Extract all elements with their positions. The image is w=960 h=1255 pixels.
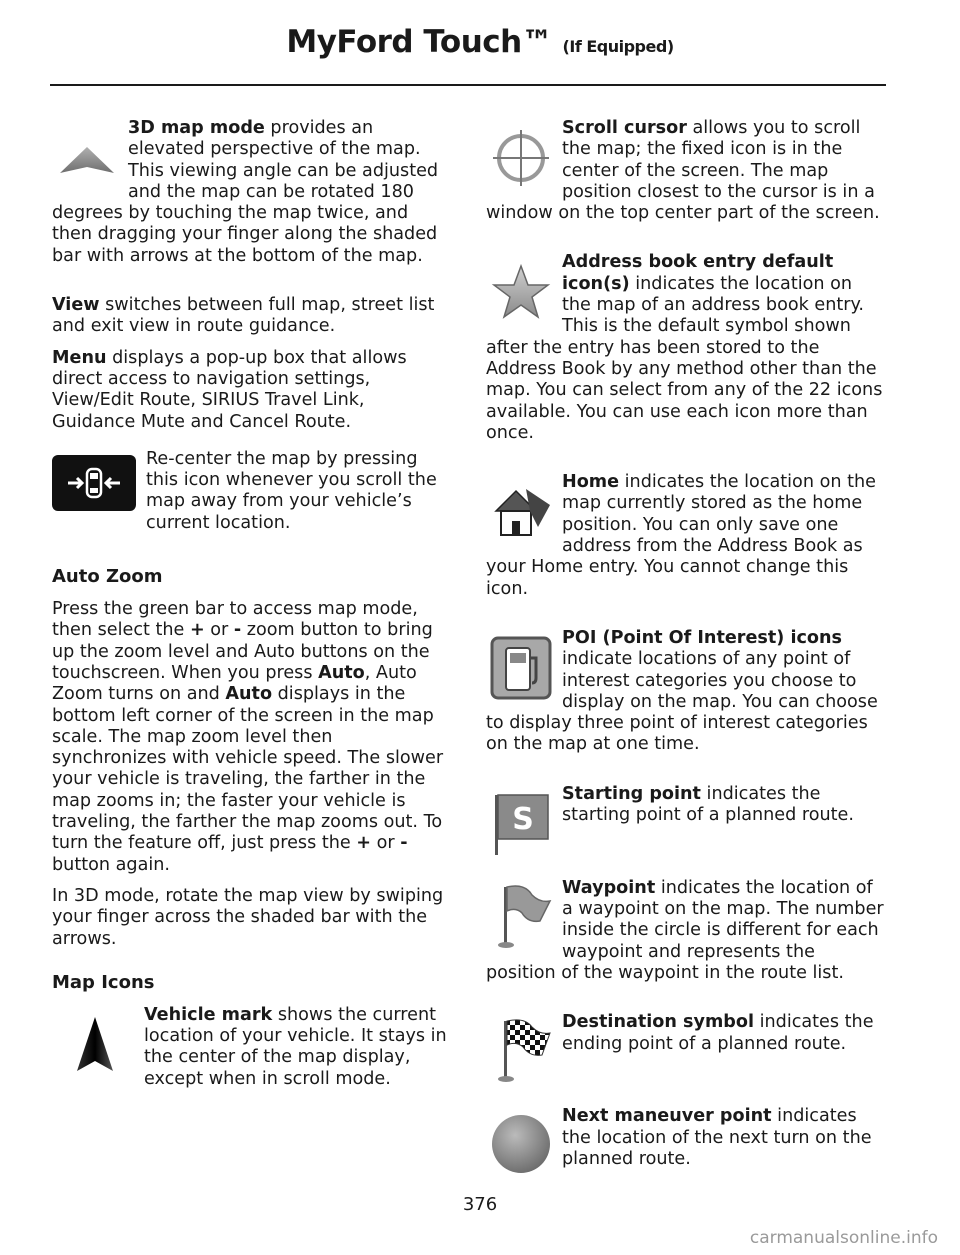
starting-point-term: Starting point (562, 783, 701, 804)
menu-term: Menu (52, 347, 107, 368)
right-column (486, 118, 884, 1200)
menu-paragraph (52, 348, 450, 433)
next-maneuver-term: Next maneuver point (562, 1106, 772, 1127)
rotate-paragraph: In 3D mode, rotate the map view by swiping your finger across the shaded bar with the arrows. (52, 885, 444, 949)
page-header (0, 24, 960, 60)
map-mode-text: provides an elevated perspective of the map. This viewing angle can be adjusted and the map can be rotated 180 degrees by touching the map twice, and then dragging your finger along the shaded bar with arrows at the bottom of the map. (52, 118, 439, 266)
map-icons-heading: Map Icons (52, 971, 155, 993)
starting-point-text: indicates the starting point of a planned route. (562, 783, 854, 826)
left-column (52, 118, 450, 1118)
destination-term: Destination symbol (562, 1012, 755, 1033)
auto-zoom-text: , Auto Zoom turns on and (52, 662, 417, 705)
destination-text: indicates the ending point of a planned route. (562, 1012, 874, 1054)
header-suffix: (If Equipped) (562, 37, 674, 56)
minus-symbol: - (233, 620, 242, 641)
address-book-block (486, 252, 884, 454)
recenter-block (52, 449, 450, 544)
auto-zoom-heading: Auto Zoom (52, 566, 163, 588)
auto-zoom-text: or (371, 833, 401, 854)
view-paragraph (52, 295, 450, 338)
auto-term: Auto (225, 684, 273, 705)
waypoint-flag-icon (486, 878, 556, 954)
vehicle-mark-term: Vehicle mark (144, 1004, 273, 1025)
auto-zoom-text: or (204, 620, 234, 641)
scroll-cursor-text: allows you to scroll the map; the fixed icon is in the center of the screen. The map position closest to the cursor is in a window on the top center part of the screen. (486, 118, 880, 224)
auto-zoom-text: zoom button to bring up the zoom level and Auto buttons on the touchscreen. When you press (52, 620, 433, 683)
recenter-paragraph: Re-center the map by pressing this icon whenever you scroll the map away from your vehicle’s current location. (146, 448, 437, 533)
checkered-flag-icon (486, 1012, 556, 1088)
scroll-cursor-block (486, 118, 884, 234)
vehicle-mark-block (52, 1005, 450, 1100)
poi-term: POI (Point Of Interest) icons (562, 627, 842, 648)
starting-point-block (486, 784, 884, 860)
view-term: View (52, 295, 100, 316)
fuel-pump-icon (486, 628, 556, 708)
plus-symbol: + (189, 620, 205, 641)
recenter-icon (52, 453, 136, 513)
waypoint-term: Waypoint (562, 877, 656, 898)
auto-zoom-paragraph (52, 599, 450, 876)
starting-point-letter: S (512, 801, 534, 837)
crosshair-icon (486, 118, 556, 198)
auto-zoom-text: button again. (52, 854, 170, 875)
next-maneuver-text: indicates the location of the next turn on the planned route. (562, 1106, 872, 1169)
home-term: Home (562, 472, 620, 493)
poi-text: indicate locations of any point of interest categories you choose to display on the map. You can choose to display three point of interest categories on the map at one time. (486, 649, 878, 755)
watermark-text: carmanualsonline.info (749, 1228, 938, 1248)
address-book-text: indicates the location on the map of an address book entry. This is the default symbol shown after the entry has been stored to the Address Book by any method other than the map. You can select from any of the 22 icons available. You can use each icon more than once. (486, 273, 883, 443)
vehicle-mark-icon (52, 1005, 138, 1085)
scroll-cursor-term: Scroll cursor (562, 118, 687, 138)
page-number: 376 (462, 1194, 498, 1215)
view-text: switches between full map, street list and exit view in route guidance. (52, 295, 435, 337)
map-mode-block (52, 118, 450, 277)
home-text: indicates the location on the map currently stored as the home position. You can only save one address from the Address Book as your Home entry. You cannot change this icon. (486, 472, 876, 599)
poi-block (486, 628, 884, 766)
3d-map-mode-icon (52, 128, 122, 198)
header-divider (50, 84, 886, 86)
auto-zoom-text: Press the green bar to access map mode, then select the (52, 599, 418, 641)
vehicle-mark-text: shows the current location of your vehicle. It stays in the center of the map display, except when in scroll mode. (144, 1004, 447, 1089)
starting-point-flag-icon (486, 784, 556, 860)
address-book-term: Address book entry default icon(s) (562, 252, 834, 294)
home-icon (486, 472, 556, 552)
map-mode-term: 3D map mode (128, 118, 265, 138)
plus-symbol: + (356, 833, 372, 854)
auto-zoom-text: displays in the bottom left corner of the screen in the map scale. The map zoom level then synchronizes with vehicle speed. The slower your vehicle is traveling, the farther in the map zooms in; the faster your vehicle is traveling, the farther the map zooms out. To turn the feature off, just press the (52, 684, 444, 854)
waypoint-block (486, 878, 884, 994)
minus-symbol: - (400, 833, 408, 854)
maneuver-point-icon (486, 1106, 556, 1182)
star-icon (486, 252, 556, 332)
auto-term: Auto (318, 662, 365, 683)
menu-text: displays a pop-up box that allows direct access to navigation settings, View/Edit Route, SIRIUS Travel Link, Guidance Mute and Cancel Route. (52, 347, 407, 432)
next-maneuver-block (486, 1106, 884, 1182)
home-block (486, 472, 884, 610)
header-title: MyFord Touch™ (286, 24, 553, 60)
waypoint-text: indicates the location of a waypoint on the map. The number inside the circle is different for each waypoint and represents the position of the waypoint in the route list. (486, 877, 884, 983)
destination-block (486, 1012, 884, 1088)
